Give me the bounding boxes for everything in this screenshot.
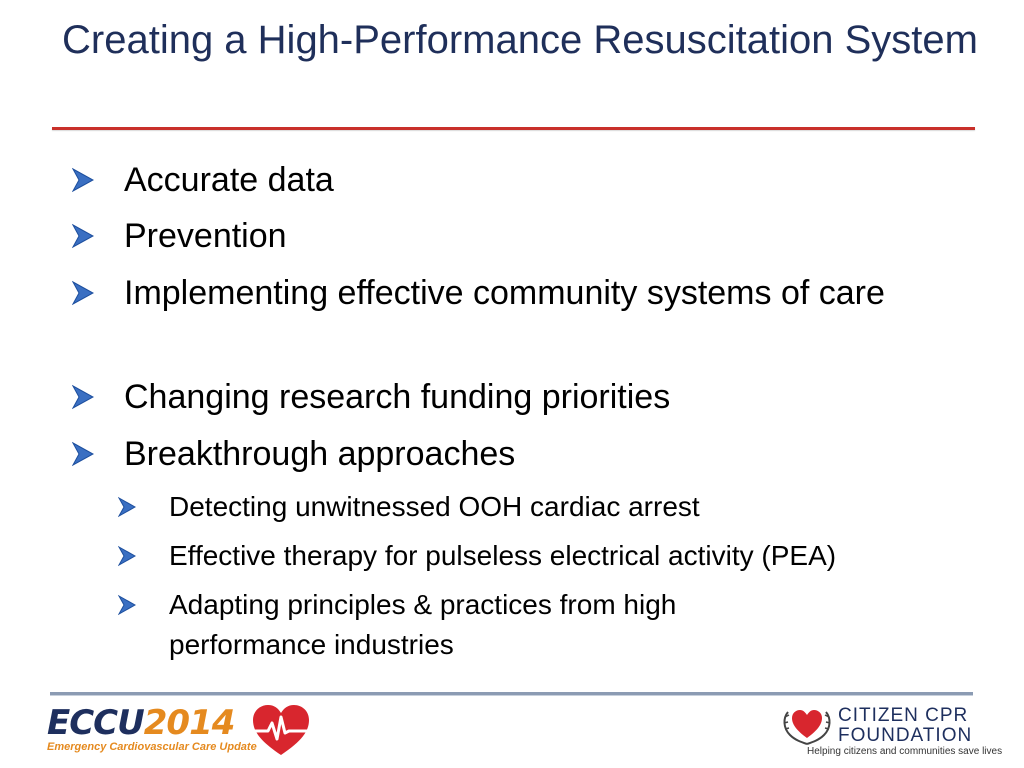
bullet-text: Prevention — [124, 217, 287, 255]
eccu-logo-word-right: 2014 — [143, 703, 235, 743]
sub-bullet-text: Detecting unwitnessed OOH cardiac arrest — [169, 491, 700, 522]
eccu-logo-wordmark — [47, 705, 234, 741]
arrowhead-bullet-icon — [72, 280, 94, 306]
arrowhead-bullet-icon — [72, 441, 94, 467]
arrowhead-bullet-icon — [118, 545, 136, 567]
cpr-logo-tagline: Helping citizens and communities save lives — [807, 746, 1003, 757]
bullet-text: Breakthrough approaches — [124, 435, 516, 473]
sub-bullet-text: Effective therapy for pulseless electrical activity (PEA) — [169, 540, 837, 571]
arrowhead-bullet-icon — [72, 223, 94, 249]
title-divider — [52, 127, 975, 130]
arrowhead-bullet-icon — [118, 594, 136, 616]
citizen-cpr-foundation-logo — [780, 704, 1003, 760]
bullet-text: Changing research funding priorities — [124, 378, 671, 416]
arrowhead-bullet-icon — [72, 167, 94, 193]
bullet-text: Accurate data — [124, 161, 334, 199]
arrowhead-bullet-icon — [72, 384, 94, 410]
bullet-text: Implementing effective community systems of care — [124, 274, 885, 312]
slide-title: Creating a High-Performance Resuscitation System — [62, 18, 978, 62]
arrowhead-bullet-icon — [118, 496, 136, 518]
eccu-logo-word-left: ECCU — [47, 703, 144, 743]
eccu-logo-tagline: Emergency Cardiovascular Care Update — [47, 741, 257, 753]
sub-bullet-text: Adapting principles & practices from high performance industries — [169, 589, 677, 660]
heart-ekg-icon — [250, 703, 312, 759]
cpr-logo-name — [838, 706, 972, 746]
cpr-logo-name-line1: CITIZEN CPR — [838, 705, 969, 726]
eccu-2014-logo — [45, 703, 320, 759]
cpr-logo-name-line2: FOUNDATION — [838, 725, 973, 746]
hands-heart-icon — [780, 704, 834, 746]
footer-divider — [50, 692, 973, 696]
